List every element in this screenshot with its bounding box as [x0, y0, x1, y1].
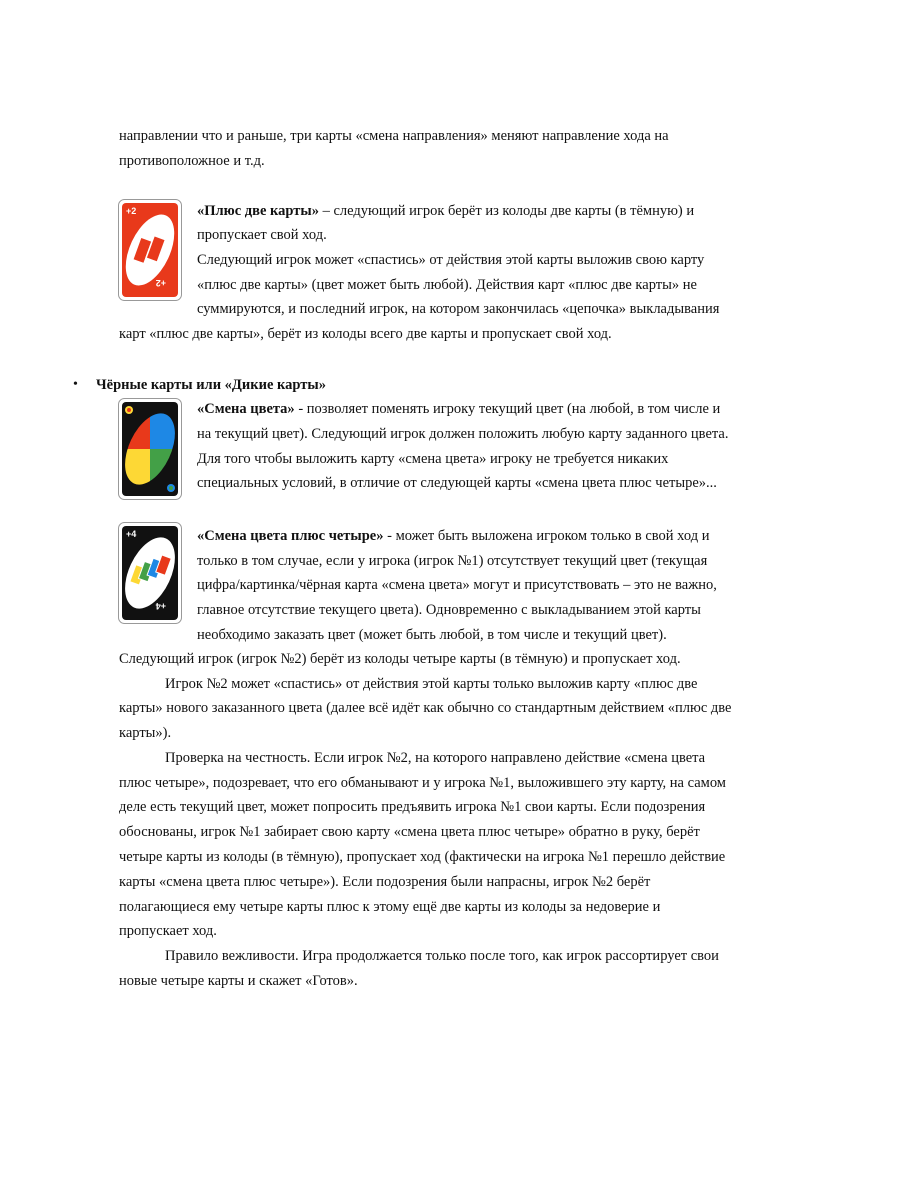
text-line — [197, 201, 694, 221]
text-line: направлении что и раньше, три карты «смена направления» меняют направление хода на — [119, 128, 669, 144]
text-line — [197, 399, 720, 419]
text-line: цифра/картинка/чёрная карта «смена цвета» могут и присутствовать – это не важно, — [197, 577, 717, 593]
text-line: главное отсутствие текущего цвета). Одновременно с выкладыванием этой карты — [197, 602, 701, 618]
term-title: «Смена цвета» — [197, 401, 295, 417]
card-corner-label: +2 — [126, 206, 137, 216]
text-line: обоснованы, игрок №1 забирает свою карту «смена цвета плюс четыре» обратно в руку, берёт — [119, 824, 700, 840]
text-line: Для того чтобы выложить карту «смена цвета» игроку не требуется никаких — [197, 451, 669, 467]
text-line: пропускает ход. — [119, 923, 217, 939]
text-span: – следующий игрок берёт из колоды две карты (в тёмную) и — [318, 203, 695, 219]
wild-card-image — [118, 398, 182, 500]
term-title: «Смена цвета плюс четыре» — [197, 528, 384, 544]
draw-two-card-image — [118, 199, 182, 301]
text-line: Игрок №2 может «спастись» от действия этой карты только выложив карту «плюс две — [165, 676, 698, 692]
text-line: карт «плюс две карты», берёт из колоды всего две карты и пропускает свой ход. — [119, 326, 612, 342]
text-line: новые четыре карты и скажет «Готов». — [119, 973, 358, 989]
text-line: Проверка на честность. Если игрок №2, на которого направлено действие «смена цвета — [165, 750, 706, 766]
term-title: «Плюс две карты» — [197, 203, 319, 219]
text-line — [197, 526, 709, 546]
card-corner-label-inverted: +2 — [155, 278, 166, 288]
text-line: карты» нового заказанного цвета (далее всё идёт как обычно со стандартным действием «плюс две — [119, 700, 732, 716]
wild-draw-four-card-image — [118, 522, 182, 624]
text-line: четыре карты из колоды (в тёмную), пропускает ход (фактически на игрока №1 перешло действие — [119, 849, 726, 865]
card-corner-label: +4 — [126, 529, 137, 539]
card-corner-label-inverted: +4 — [155, 601, 166, 611]
text-line: полагающиеся ему четыре карты плюс к этому ещё две карты из колоды за недоверие и — [119, 899, 661, 915]
text-line: необходимо заказать цвет (может быть любой, в том числе и текущий цвет). — [197, 627, 667, 643]
text-line: «плюс две карты» (цвет может быть любой). Действия карт «плюс две карты» не — [197, 277, 697, 293]
text-span: - позволяет поменять игроку текущий цвет (на любой, в том числе и — [294, 401, 721, 417]
text-line: суммируются, и последний игрок, на котором закончилась «цепочка» выкладывания — [197, 301, 720, 317]
text-line: Следующий игрок (игрок №2) берёт из колоды четыре карты (в тёмную) и пропускает ход. — [119, 651, 681, 667]
text-line: деле есть текущий цвет, может попросить предъявить игрока №1 свои карты. Если подозрения — [119, 799, 706, 815]
text-span: - может быть выложена игроком только в свой ход и — [383, 528, 710, 544]
text-line: на текущий цвет). Следующий игрок должен положить любую карту заданного цвета. — [197, 426, 729, 442]
list-bullet: • — [73, 377, 78, 392]
text-line: специальных условий, в отличие от следующей карты «смена цвета плюс четыре»... — [197, 475, 717, 491]
text-line: Следующий игрок может «спастись» от действия этой карты выложив свою карту — [197, 252, 705, 268]
text-line: пропускает свой ход. — [197, 227, 327, 243]
text-line: противоположное и т.д. — [119, 153, 265, 169]
text-line: Правило вежливости. Игра продолжается только после того, как игрок рассортирует свои — [165, 948, 719, 964]
text-line: карты»). — [119, 725, 172, 741]
text-line: плюс четыре», подозревает, что его обманывают и у игрока №1, выложившего эту карту, на самом — [119, 775, 726, 791]
section-heading: Чёрные карты или «Дикие карты» — [96, 377, 326, 393]
text-line: только в том случае, если у игрока (игрок №1) отсутствует текущий цвет (текущая — [197, 553, 708, 569]
text-line: карты «смена цвета плюс четыре»). Если подозрения были напрасны, игрок №2 берёт — [119, 874, 651, 890]
